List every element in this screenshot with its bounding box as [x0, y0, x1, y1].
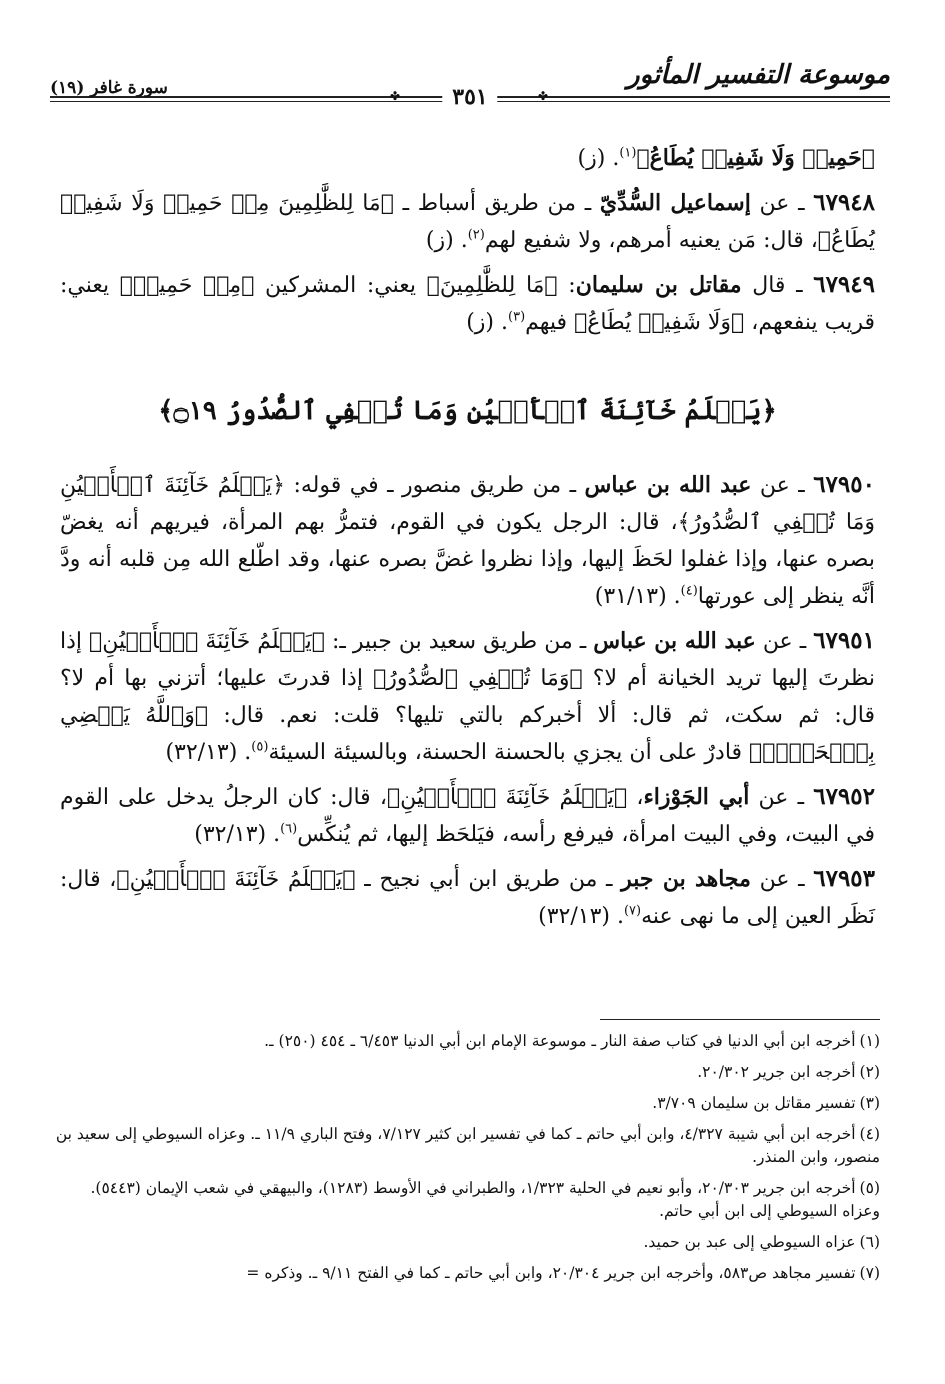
entry-text: ـ من طريق أسباط ـ ﴿مَا لِلظَّٰلِمِينَ مِنۡ حَمِيمٖ وَلَا شَفِيعٖ يُطَاعُ﴾، قال: مَن يعنيه أمرهم، ولا شفيع لهم — [60, 191, 875, 253]
footnote-5 — [55, 1177, 880, 1223]
page-number: ٣٥١ — [442, 84, 497, 110]
entry-number: ٦٧٩٥٣ — [813, 865, 876, 892]
footnote-number: (٣) — [859, 1094, 880, 1112]
narrator-name: مجاهد بن جبر — [621, 866, 751, 892]
entry-prefix: ـ قال — [741, 273, 814, 298]
footnote-text: أخرجه ابن جرير ٢٠/٣٠٢. — [697, 1063, 856, 1081]
entry-67948 — [60, 184, 875, 259]
entry-prefix: ـ عن — [751, 473, 814, 498]
footnote-2 — [55, 1061, 880, 1084]
entry-text: ـ من طريق ابن أبي نجيح ـ ﴿يَعۡلَمُ خَآئِنَةَ ٱلۡأَعۡيُنِ﴾، قال: نَظَر العين إلى ما نهى عنه — [60, 867, 875, 929]
verse-heading: ﴿يَعۡلَمُ خَآئِنَةَ ٱلۡأَعۡيُنِ وَمَا تُخۡفِي ٱلصُّدُورُ ۝١٩﴾ — [158, 396, 777, 426]
entry-text: ـ من طريق سعيد بن جبير ـ: ﴿يَعۡلَمُ خَآئِنَةَ ٱلۡأَعۡيُنِ﴾ إذا نظرتَ إليها تريد الخيانة أم لا؟ ﴿وَمَا تُخۡفِي ٱلصُّدُورُ﴾ إذا قدرتَ عليها؛ أتزني بها أم لا؟ قال: ثم سكت، ثم قال: ألا أخبركم بالتي تليها؟ قلت: نعم. قال: ﴿وَٱللَّهُ يَقۡضِي بِٱلۡحَقِّۖ﴾ قادرٌ على أن يجزي بالحسنة الحسنة، وبالسيئة السيئة — [60, 629, 875, 765]
entry-tail: . (ز) — [577, 146, 620, 171]
entry-tail: . (٣٢/١٣) — [194, 822, 281, 847]
footnote-text: تفسير مجاهد ص٥٨٣، وأخرجه ابن جرير ٢٠/٣٠٤، وابن أبي حاتم ـ كما في الفتح ٩/١١ ـ. وذكره = — [246, 1264, 856, 1282]
entry-number: ٦٧٩٤٨ — [813, 189, 875, 216]
entry-tail: . (٣٢/١٣) — [538, 904, 624, 929]
book-title: موسوعة التفسير المأثور — [627, 60, 890, 90]
footnote-text: أخرجه ابن أبي الدنيا في كتاب صفة النار ـ موسوعة الإمام ابن أبي الدنيا ٦/٤٥٣ ـ ٤٥٤ (٢٥٠) ـ. — [264, 1032, 856, 1050]
ornament-icon: ✤ — [390, 89, 401, 103]
footnote-6 — [55, 1231, 880, 1254]
entry-text: ، ﴿يَعۡلَمُ خَآئِنَةَ ٱلۡأَعۡيُنِ﴾، قال: كان الرجلُ يدخل على القوم في البيت، وفي البيت امرأة، فيرفع رأسه، فيَلحَظ إليها، ثم يُنكِّس — [60, 785, 875, 847]
entry-number: ٦٧٩٥٢ — [813, 783, 875, 810]
footnote-ref[interactable]: (١) — [619, 145, 637, 161]
entry-number: ٦٧٩٤٩ — [813, 271, 875, 298]
page-header — [50, 56, 890, 116]
entry-67950 — [60, 466, 875, 615]
footnote-number: (١) — [859, 1032, 880, 1050]
narrator-name: مقاتل بن سليمان — [575, 272, 742, 298]
narrator-name: أبي الجَوْزاء — [643, 784, 750, 810]
quran-quote: ﴿حَمِيمٖ وَلَا شَفِيعٖ يُطَاعُ﴾ — [636, 145, 875, 171]
entry-prefix: ـ عن — [750, 191, 814, 216]
footnotes — [55, 1030, 880, 1293]
footnote-number: (٦) — [859, 1233, 880, 1251]
entry-tail: . (ز) — [466, 310, 508, 335]
entry-67951 — [60, 622, 875, 771]
entry-number: ٦٧٩٥١ — [813, 627, 875, 654]
main-text — [60, 140, 875, 942]
narrator-name: عبد الله بن عباس — [593, 628, 756, 654]
entry-continuation — [60, 140, 875, 177]
entry-tail: . (٣١/١٣) — [594, 584, 681, 609]
footnote-7 — [55, 1262, 880, 1285]
footnote-text: أخرجه ابن أبي شيبة ٤/٣٢٧، وابن أبي حاتم ـ كما في تفسير ابن كثير ٧/١٢٧، وفتح الباري ١١/٩ ـ. وعزاه السيوطي إلى سعيد بن منصور، وابن المنذر. — [55, 1125, 880, 1166]
footnote-number: (٤) — [859, 1125, 880, 1143]
narrator-name: عبد الله بن عباس — [584, 472, 752, 498]
entry-number: ٦٧٩٥٠ — [813, 471, 875, 498]
entry-67952 — [60, 778, 875, 853]
footnote-number: (٥) — [859, 1179, 880, 1197]
entry-prefix: ـ عن — [755, 629, 814, 654]
footnote-number: (٧) — [859, 1264, 880, 1282]
footnote-4 — [55, 1123, 880, 1169]
entry-prefix: ـ عن — [749, 785, 814, 810]
footnote-ref[interactable]: (٤) — [680, 583, 698, 599]
footnote-separator — [600, 1019, 880, 1020]
footnote-1 — [55, 1030, 880, 1053]
footnote-3 — [55, 1092, 880, 1115]
footnote-text: أخرجه ابن جرير ٢٠/٣٠٣، وأبو نعيم في الحلية ١/٣٢٣، والطبراني في الأوسط (١٢٨٣)، والبيهقي في شعب الإيمان (٥٤٤٣). وعزاه السيوطي إلى ابن أبي حاتم. — [90, 1179, 880, 1220]
footnote-text: تفسير مقاتل بن سليمان ٣/٧٠٩. — [652, 1094, 856, 1112]
entry-67949 — [60, 266, 875, 341]
footnote-ref[interactable]: (٦) — [280, 821, 298, 837]
footnote-number: (٢) — [859, 1063, 880, 1081]
ornament-icon: ✤ — [538, 89, 549, 103]
footnote-ref[interactable]: (٢) — [467, 227, 485, 243]
entry-text: ـ من طريق منصور ـ في قوله: ﴿يَعۡلَمُ خَآئِنَةَ ٱلۡأَعۡيُنِ وَمَا تُخۡفِي ٱلصُّدُورُ﴾، قال: الرجل يكون في القوم، فتمرُّ بهم المرأة، فيريهم أنه يغضّ بصره عنها، وإذا غفلوا لحَظَ إليها، وإذا نظروا غضَّ بصره عنها، وقد اطّلع الله مِن قلبه أنه ودَّ أنَّه ينظر إلى عورتها — [60, 473, 875, 609]
entry-prefix: ـ عن — [750, 867, 814, 892]
footnote-ref[interactable]: (٥) — [251, 739, 269, 755]
narrator-name: إسماعيل السُّدِّيّ — [599, 190, 751, 216]
footnote-text: عزاه السيوطي إلى عبد بن حميد. — [643, 1233, 856, 1251]
entry-tail: . (ز) — [425, 228, 468, 253]
entry-text: : ﴿مَا لِلظَّٰلِمِينَ﴾ يعني: المشركين ﴿مِنۡ حَمِيمٖ﴾ يعني: قريب ينفعهم، ﴿وَلَا شَفِيعٖ يُطَاعُ﴾ فيهم — [60, 273, 875, 335]
footnote-ref[interactable]: (٧) — [623, 903, 642, 919]
surah-label: سورة غافر (١٩) — [50, 78, 168, 98]
footnote-ref[interactable]: (٣) — [508, 309, 526, 325]
entry-tail: . (٣٢/١٣) — [165, 740, 252, 765]
entry-67953 — [60, 860, 875, 935]
